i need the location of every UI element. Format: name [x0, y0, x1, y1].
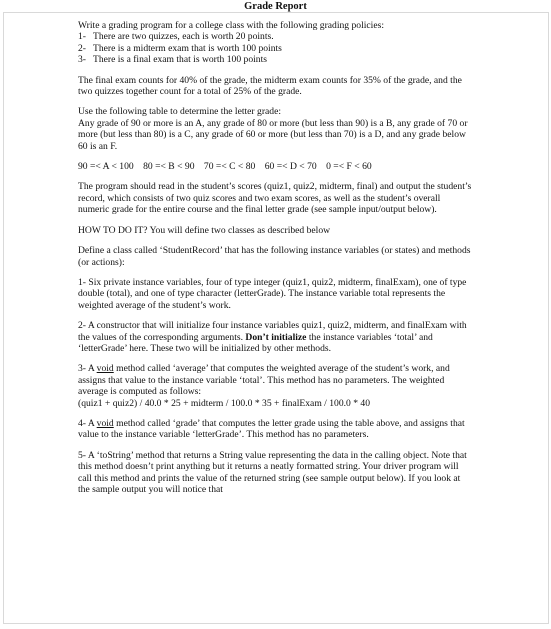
define-class-paragraph: Define a class called ‘StudentRecord’ that has the following instance variables (or states) and methods (or actions):	[78, 245, 471, 268]
range-d: 60 =< D < 70	[264, 161, 317, 173]
document-content	[78, 0, 473, 504]
item-3-paragraph: 3- A void method called ‘average’ that computes the weighted average of the student’s work, and assigns that value to the instance variable ‘total’. This method has no parameters. The weighted average is computed as follows: (quiz1 + quiz2) / 40.0 * 25 + midterm / 100.0 * 35 + finalExam / 100.0 * 40	[78, 363, 473, 409]
range-c: 70 =< C < 80	[203, 161, 256, 173]
range-b: 80 =< B < 90	[143, 161, 195, 173]
policy-list	[78, 31, 473, 65]
table-intro: Use the following table to determine the letter grade:	[78, 106, 281, 118]
weights-paragraph: The final exam counts for 40% of the grade, the midterm exam counts for 35% of the grade, and the two quizzes together count for a total of 25% of the grade.	[78, 74, 462, 98]
item-2-paragraph: 2- A constructor that will initialize four instance variables quiz1, quiz2, midterm, and finalExam with the values of the corresponding arguments. Don’t initialize the instance variables ‘total’ and ‘letterGrade’ here. These two will be initialized by other methods.	[78, 320, 467, 354]
table-section	[78, 106, 473, 152]
void-keyword: void	[96, 363, 114, 375]
page-title: Grade Report	[244, 1, 307, 12]
range-a: 90 =< A < 100	[78, 161, 134, 173]
void-keyword: void	[96, 417, 114, 429]
policy-item: 3- There is a final exam that is worth 100 points	[78, 54, 267, 66]
range-f: 0 =< F < 60	[326, 161, 372, 173]
table-description: Any grade of 90 or more is an A, any grade of 80 or more (but less than 90) is a B, any grade of 70 or more (but less than 80) is a C, any grade of 60 or more (but less than 70) is a D, and any grade below 60 is an F.	[78, 117, 468, 152]
grade-ranges	[78, 161, 473, 172]
item-1-paragraph: 1- Six private instance variables, four of type integer (quiz1, quiz2, midterm, finalExam), one of type double (total), and one of type character (letterGrade). The instance variable total represents the weighted average of the student’s work.	[78, 276, 467, 311]
how-to-paragraph: HOW TO DO IT? You will define two classes as described below	[78, 224, 331, 236]
program-paragraph: The program should read in the student’s scores (quiz1, quiz2, midterm, final) and output the student’s record, which consists of two quiz scores and two exam scores, as well as the student’s overall numeric grade for the entire course and the final letter grade (see sample input/output below).	[78, 181, 472, 216]
dont-initialize-emphasis: Don’t initialize	[245, 331, 307, 343]
item-4-paragraph: 4- A void method called ‘grade’ that computes the letter grade using the table above, and assigns that value to the instance variable ‘letterGrade’. This method has no parameters.	[78, 417, 465, 441]
policy-item: 2- There is a midterm exam that is worth 100 points	[78, 42, 282, 54]
weighted-average-formula: (quiz1 + quiz2) / 40.0 * 25 + midterm / 100.0 * 35 + finalExam / 100.0 * 40	[78, 397, 371, 409]
intro-paragraph: Write a grading program for a college class with the following grading policies:	[78, 20, 384, 31]
item-5-paragraph: 5- A ‘toString’ method that returns a String value representing the data in the calling object. Note that this method doesn’t print anything but it returns a neatly formatted string. Your driver program will call this method and prints the value of the returned string (see sample output below). If you look at the sample output you will notice that	[78, 449, 467, 495]
policy-item: 1- There are two quizzes, each is worth 20 points.	[78, 31, 274, 43]
